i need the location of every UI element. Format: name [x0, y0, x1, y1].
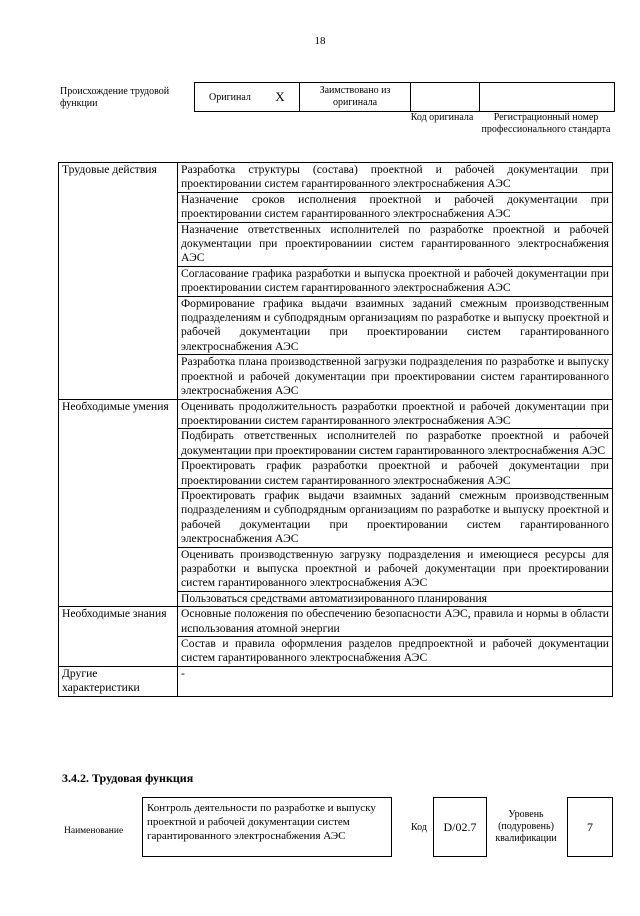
table-cell: Оценивать продолжительность разработки проектной и рабочей документации при проектировании систем гарантированного электроснабжения АЭС: [178, 399, 613, 429]
original-label: Оригинал: [195, 83, 262, 112]
origin-table: [194, 82, 615, 112]
category-cell: Другие характеристики: [59, 666, 178, 696]
page-number: 18: [314, 35, 326, 47]
table-row: [59, 666, 613, 696]
original-code-cell: [411, 83, 480, 112]
qualification-level-box: 7: [567, 797, 613, 857]
table-cell: Формирование графика выдачи взаимных заданий смежным производственным подразделениям и субподрядным организациям по разработке и выпуску проектной и рабочей документации при проектировании систем гарантированного электроснабжения АЭС: [178, 296, 613, 355]
borrowed-label: Заимствовано из оригинала: [300, 83, 411, 112]
name-label: Наименование: [64, 826, 124, 836]
table-cell: Согласование графика разработки и выпуска проектной и рабочей документации при проектировании систем гарантированного электроснабжения АЭС: [178, 266, 613, 296]
category-cell: Необходимые знания: [59, 607, 178, 667]
table-cell: Оценивать производственную загрузку подразделения и имеющиеся ресурсы для разработки и выпуска проектной и рабочей документации при проектировании систем гарантированного электроснабжения АЭС: [178, 547, 613, 591]
table-cell: Назначение ответственных исполнителей по разработке проектной и рабочей документации при проектированиии систем гарантированного электроснабжения АЭС: [178, 222, 613, 266]
reg-caption: Регистрационный номер профессионального стандарта: [481, 112, 611, 135]
table-cell: Проектировать график разработки проектной и рабочей документации при проектировании систем гарантированного электроснабжения АЭС: [178, 459, 613, 489]
table-row: [59, 607, 613, 637]
table-cell: Основные положения по обеспечению безопасности АЭС, правила и нормы в области использования атомной энергии: [178, 607, 613, 637]
original-mark: X: [261, 83, 300, 112]
level-label: Уровень (подуровень) квалификации: [495, 809, 557, 844]
category-cell: Трудовые действия: [59, 163, 178, 400]
table-cell: Состав и правила оформления разделов предпроектной и рабочей документации систем гарантированного электроснабжения АЭС: [178, 637, 613, 667]
function-code-box: D/02.7: [433, 797, 487, 857]
table-row: [59, 163, 613, 193]
registration-number-cell: [480, 83, 615, 112]
code-caption: Код оригинала: [410, 112, 474, 123]
table-cell: Назначение сроков исполнения проектной и рабочей документации при проектировании систем гарантированного электроснабжения АЭС: [178, 192, 613, 222]
code-label: Код: [411, 822, 427, 833]
table-cell: Пользоваться средствами автоматизированного планирования: [178, 591, 613, 606]
table-row: [59, 399, 613, 429]
function-table: [58, 162, 613, 697]
table-cell: -: [178, 666, 613, 696]
table-cell: Разработка структуры (состава) проектной и рабочей документации при проектировании систем гарантированного электроснабжения АЭС: [178, 163, 613, 193]
origin-label: Происхождение трудовой функции: [60, 86, 170, 109]
function-name-box: Контроль деятельности по разработке и выпуску проектной и рабочей документации систем гарантированного электроснабжения АЭС: [142, 797, 392, 857]
table-cell: Подбирать ответственных исполнителей по разработке проектной и рабочей документации при проектировании систем гарантированного электроснабжения АЭС: [178, 429, 613, 459]
section-title: 3.4.2. Трудовая функция: [62, 771, 194, 785]
category-cell: Необходимые умения: [59, 399, 178, 607]
table-cell: Проектировать график выдачи взаимных заданий смежным производственным подразделениям и субподрядным организациям по разработке и выпуску проектной и рабочей документации при проектировании систем гарантированного электроснабжения АЭС: [178, 488, 613, 547]
table-cell: Разработка плана производственной загрузки подразделения по разработке и выпуску проектной и рабочей документации при проектировании систем гарантированного электроснабжения АЭС: [178, 355, 613, 399]
